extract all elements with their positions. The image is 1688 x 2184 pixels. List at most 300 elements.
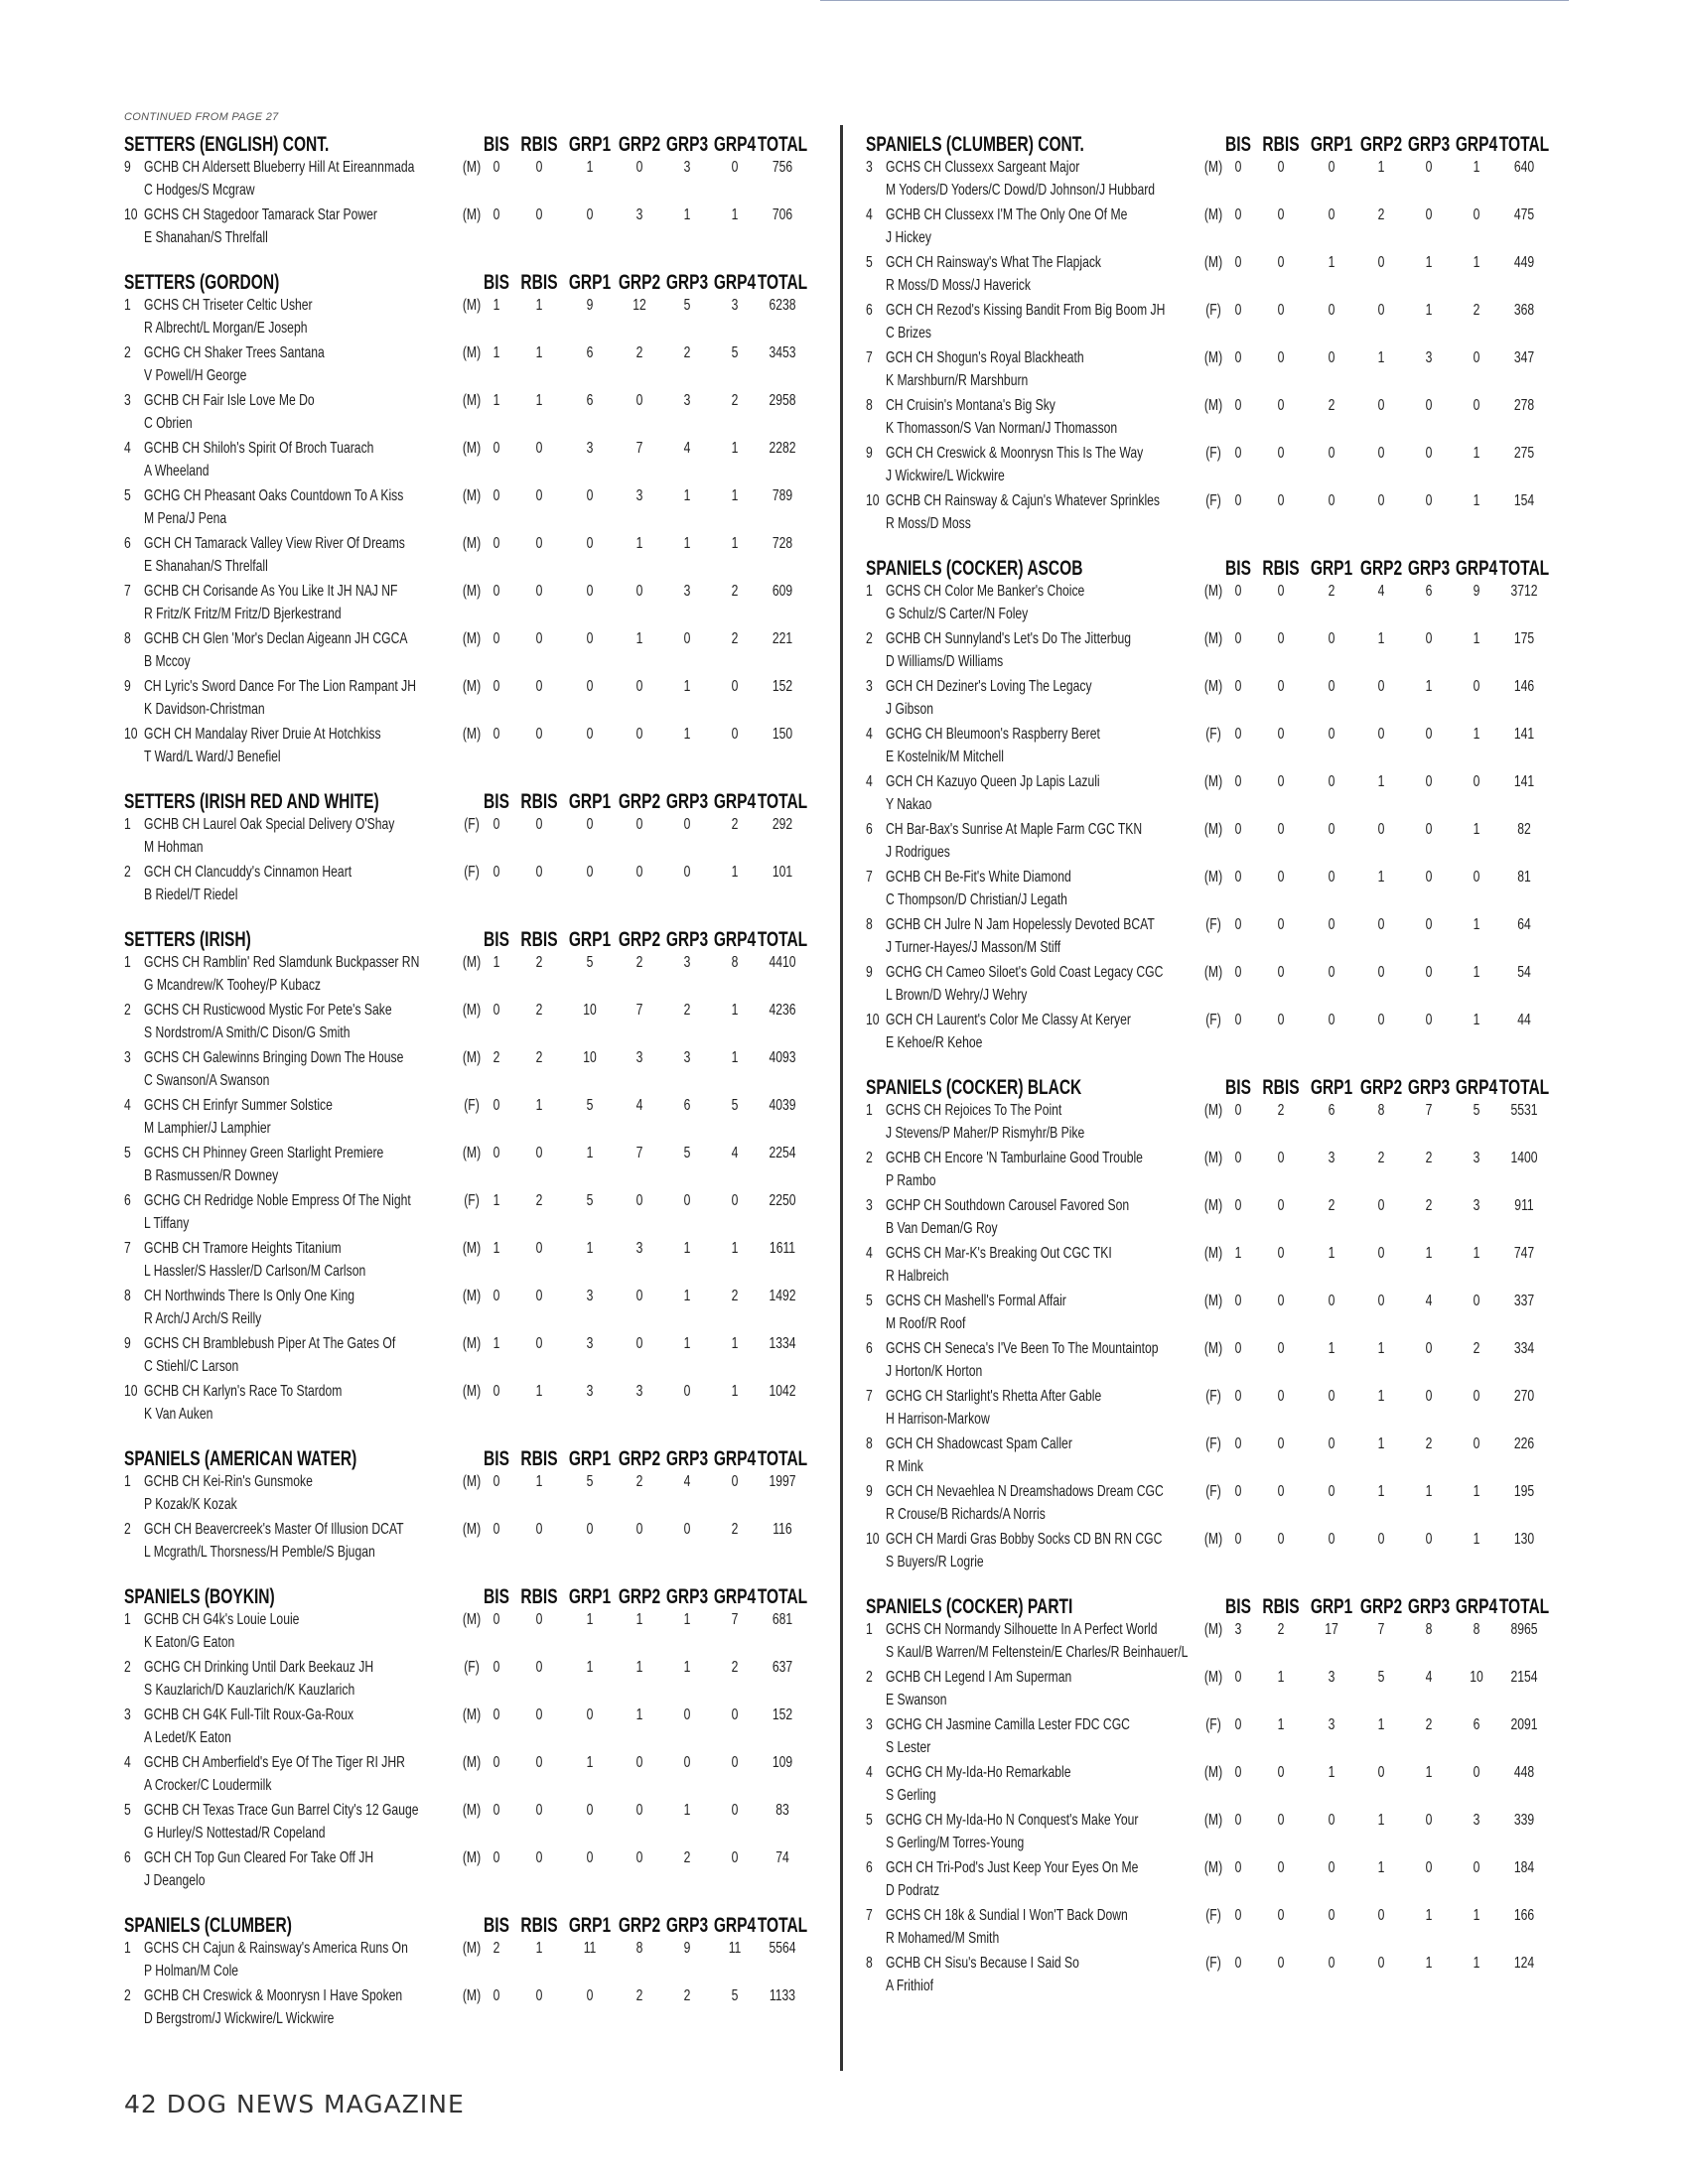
stat-grp4: 2	[731, 583, 739, 600]
stat-rbis: 0	[1277, 1293, 1285, 1309]
dog-sex: (M)	[462, 1049, 482, 1066]
dog-name: GCH CH Shadowcast Spam Caller	[886, 1435, 1072, 1452]
stat-grp3: 2	[1425, 1150, 1433, 1166]
entry-rank: 7	[866, 349, 873, 366]
dog-sex: (F)	[1205, 1435, 1221, 1452]
stat-total: 150	[772, 726, 793, 743]
stat-grp2: 0	[635, 1802, 643, 1819]
dog-sex: (M)	[462, 1002, 482, 1019]
stat-grp1: 0	[586, 1849, 594, 1866]
dog-sex: (M)	[462, 344, 482, 361]
stat-bis: 0	[492, 1611, 500, 1628]
stat-grp3: 3	[683, 159, 691, 176]
entry-rank: 7	[866, 869, 873, 886]
dog-name: GCHS CH Bramblebush Piper At The Gates Of	[144, 1335, 396, 1352]
column-header-bis: BIS	[1225, 133, 1251, 156]
stat-rbis: 0	[535, 1145, 543, 1161]
dog-entry	[124, 581, 819, 628]
stat-grp3: 1	[683, 487, 691, 504]
stat-grp4: 2	[731, 1288, 739, 1304]
stat-grp2: 1	[1377, 1859, 1385, 1876]
dog-entry	[124, 1238, 819, 1286]
stat-grp3: 1	[1425, 254, 1433, 271]
stat-grp3: 0	[683, 1383, 691, 1400]
stat-grp2: 7	[635, 1145, 643, 1161]
dog-name: GCHB CH Karlyn's Race To Stardom	[144, 1383, 343, 1400]
entry-rank: 6	[124, 535, 131, 552]
stat-grp2: 0	[1377, 1907, 1385, 1924]
stat-grp3: 4	[1425, 1669, 1433, 1686]
stat-bis: 0	[1234, 1716, 1242, 1733]
column-header-grp4: GRP4	[713, 271, 757, 294]
column-header-grp2: GRP2	[1359, 1076, 1403, 1099]
stat-bis: 0	[492, 1802, 500, 1819]
owner-names: L Mcgrath/L Thorsness/H Pemble/S Bjugan	[144, 1544, 375, 1561]
stat-total: 184	[1513, 1859, 1535, 1876]
stat-grp2: 2	[635, 1987, 643, 2004]
entry-rank: 7	[866, 1907, 873, 1924]
stat-rbis: 2	[1277, 1102, 1285, 1119]
dog-name: GCHG CH Cameo Siloet's Gold Coast Legacy CGC	[886, 964, 1164, 981]
dog-name: GCHG CH Bleumoon's Raspberry Beret	[886, 726, 1100, 743]
stat-grp4: 0	[1473, 206, 1480, 223]
entry-rank: 6	[866, 1859, 873, 1876]
owner-names: R Mohamed/M Smith	[886, 1930, 1000, 1947]
owner-names: J Wickwire/L Wickwire	[886, 468, 1005, 484]
entry-rank: 8	[866, 1955, 873, 1972]
stat-grp3: 0	[1425, 869, 1433, 886]
entry-rank: 4	[866, 206, 873, 223]
owner-names: H Harrison-Markow	[886, 1411, 990, 1428]
entry-rank: 5	[866, 1293, 873, 1309]
stat-rbis: 0	[1277, 1483, 1285, 1500]
stat-bis: 1	[492, 1335, 500, 1352]
entry-rank: 9	[866, 1483, 873, 1500]
stat-grp4: 2	[1473, 1340, 1480, 1357]
stat-grp1: 0	[586, 726, 594, 743]
stat-total: 2282	[769, 440, 796, 457]
column-header-bis: BIS	[484, 1585, 509, 1608]
dog-name: CH Bar-Bax's Sunrise At Maple Farm CGC TKN	[886, 821, 1143, 838]
dog-sex: (M)	[1203, 1669, 1223, 1686]
stat-grp4: 3	[731, 297, 739, 314]
column-header-grp1: GRP1	[1310, 1595, 1353, 1618]
stat-grp4: 1	[1473, 1012, 1480, 1028]
owner-names: P Kozak/K Kozak	[144, 1496, 237, 1513]
stat-grp3: 9	[683, 1940, 691, 1957]
column-header-total: TOTAL	[757, 790, 808, 813]
column-header-grp4: GRP4	[713, 1447, 757, 1470]
stat-total: 81	[1517, 869, 1531, 886]
stat-bis: 0	[492, 487, 500, 504]
owner-names: J Turner-Hayes/J Masson/M Stiff	[886, 939, 1061, 956]
dog-sex: (M)	[462, 535, 482, 552]
stat-rbis: 0	[535, 206, 543, 223]
stat-total: 221	[772, 630, 793, 647]
stat-grp4: 5	[1473, 1102, 1480, 1119]
stat-grp1: 0	[1328, 773, 1336, 790]
dog-entry	[124, 1847, 819, 1895]
stat-rbis: 0	[1277, 1150, 1285, 1166]
dog-sex: (M)	[1203, 1340, 1223, 1357]
column-header-grp1: GRP1	[1310, 1076, 1353, 1099]
dog-sex: (M)	[462, 1754, 482, 1771]
stat-grp4: 2	[1473, 302, 1480, 319]
continued-note: CONTINUED FROM PAGE 27	[124, 111, 279, 123]
entry-rank: 2	[866, 1150, 873, 1166]
dog-sex: (M)	[1203, 397, 1223, 414]
column-header-total: TOTAL	[757, 1914, 808, 1937]
stat-total: 4039	[769, 1097, 796, 1114]
dog-sex: (M)	[1203, 1197, 1223, 1214]
stat-grp3: 0	[683, 1521, 691, 1538]
dog-name: GCH CH Mandalay River Druie At Hotchkiss	[144, 726, 381, 743]
column-header-grp3: GRP3	[665, 1585, 709, 1608]
dog-name: GCH CH Mardi Gras Bobby Socks CD BN RN CGC	[886, 1531, 1163, 1548]
stat-grp2: 0	[1377, 1764, 1385, 1781]
dog-entry	[866, 867, 1561, 914]
stat-grp4: 1	[1473, 630, 1480, 647]
stat-grp4: 5	[731, 1987, 739, 2004]
dog-name: GCHG CH Starlight's Rhetta After Gable	[886, 1388, 1102, 1405]
stat-bis: 0	[1234, 1907, 1242, 1924]
stat-grp2: 0	[1377, 821, 1385, 838]
stat-total: 5564	[769, 1940, 796, 1957]
stat-total: 2091	[1510, 1716, 1538, 1733]
stat-grp4: 1	[1473, 1955, 1480, 1972]
stat-rbis: 0	[535, 1706, 543, 1723]
dog-name: GCHB CH Amberfield's Eye Of The Tiger RI JHR	[144, 1754, 405, 1771]
stat-grp2: 1	[1377, 869, 1385, 886]
stat-grp1: 2	[1328, 1197, 1336, 1214]
entry-rank: 10	[124, 206, 138, 223]
dog-name: GCHS CH 18k & Sundial I Won'T Back Down	[886, 1907, 1128, 1924]
entry-rank: 2	[866, 630, 873, 647]
stat-rbis: 0	[1277, 964, 1285, 981]
dog-entry	[124, 862, 819, 909]
owner-names: G Hurley/S Nottestad/R Copeland	[144, 1825, 326, 1842]
dog-sex: (M)	[462, 1240, 482, 1257]
owner-names: S Lester	[886, 1739, 931, 1756]
stat-grp1: 2	[1328, 583, 1336, 600]
dog-entry	[124, 438, 819, 485]
stat-bis: 0	[1234, 1531, 1242, 1548]
section-title: SPANIELS (CLUMBER)	[124, 1914, 292, 1937]
column-header-total: TOTAL	[1498, 1076, 1550, 1099]
stat-grp3: 0	[1425, 821, 1433, 838]
stat-grp2: 0	[1377, 445, 1385, 462]
stat-bis: 0	[1234, 349, 1242, 366]
stat-grp1: 1	[586, 1611, 594, 1628]
owner-names: R Arch/J Arch/S Reilly	[144, 1310, 262, 1327]
stat-rbis: 0	[535, 1659, 543, 1676]
dog-sex: (F)	[1205, 1716, 1221, 1733]
section-title: SPANIELS (BOYKIN)	[124, 1585, 275, 1608]
stat-grp2: 4	[1377, 583, 1385, 600]
stat-total: 449	[1513, 254, 1535, 271]
stat-grp2: 1	[1377, 1388, 1385, 1405]
column-header-rbis: RBIS	[520, 1585, 558, 1608]
stat-bis: 0	[492, 440, 500, 457]
dog-name: GCHB CH Corisande As You Like It JH NAJ NF	[144, 583, 398, 600]
stat-grp3: 1	[683, 1240, 691, 1257]
stat-grp2: 1	[635, 1611, 643, 1628]
entry-rank: 5	[866, 1812, 873, 1829]
stat-grp2: 0	[635, 864, 643, 881]
owner-names: C Brizes	[886, 325, 931, 341]
stat-grp1: 0	[1328, 1955, 1336, 1972]
right-column	[866, 131, 1561, 2017]
entry-rank: 6	[866, 1340, 873, 1357]
stat-grp1: 0	[1328, 821, 1336, 838]
stat-grp3: 1	[683, 1802, 691, 1819]
dog-entry	[124, 342, 819, 390]
stat-grp1: 0	[1328, 492, 1336, 509]
standings-section	[866, 555, 1561, 1057]
stat-grp4: 1	[1473, 254, 1480, 271]
stat-grp3: 0	[1425, 1812, 1433, 1829]
stat-grp4: 0	[731, 1754, 739, 1771]
stat-bis: 0	[492, 1706, 500, 1723]
stat-rbis: 0	[1277, 1245, 1285, 1262]
column-header-grp3: GRP3	[665, 1914, 709, 1937]
stat-grp4: 5	[731, 1097, 739, 1114]
column-header-grp1: GRP1	[568, 928, 612, 951]
stat-total: 1133	[769, 1987, 796, 2004]
stat-rbis: 1	[535, 1097, 543, 1114]
stat-grp4: 0	[1473, 1435, 1480, 1452]
entry-rank: 6	[866, 302, 873, 319]
owner-names: R Crouse/B Richards/A Norris	[886, 1506, 1046, 1523]
stat-bis: 0	[1234, 1955, 1242, 1972]
column-header-total: TOTAL	[757, 1585, 808, 1608]
stat-grp2: 1	[635, 535, 643, 552]
owner-names: B Mccoy	[144, 653, 191, 670]
stat-grp3: 0	[683, 1754, 691, 1771]
dog-name: GCHS CH Erinfyr Summer Solstice	[144, 1097, 333, 1114]
stat-total: 124	[1513, 1955, 1535, 1972]
entry-rank: 4	[866, 773, 873, 790]
stat-grp1: 0	[1328, 302, 1336, 319]
column-header-grp3: GRP3	[665, 271, 709, 294]
stat-grp1: 10	[583, 1002, 597, 1019]
stat-grp1: 1	[1328, 1764, 1336, 1781]
standings-section	[866, 1593, 1561, 2000]
stat-grp4: 2	[731, 1521, 739, 1538]
stat-grp3: 1	[1425, 1955, 1433, 1972]
stat-grp3: 0	[683, 1706, 691, 1723]
owner-names: K Davidson-Christman	[144, 701, 265, 718]
stat-grp2: 2	[1377, 1150, 1385, 1166]
dog-name: GCHS CH Ramblin' Red Slamdunk Buckpasser RN	[144, 954, 420, 971]
owner-names: S Nordstrom/A Smith/C Dison/G Smith	[144, 1024, 351, 1041]
stat-grp1: 3	[586, 1288, 594, 1304]
entry-rank: 1	[124, 1473, 131, 1490]
column-header-grp2: GRP2	[1359, 557, 1403, 580]
entry-rank: 4	[124, 1097, 131, 1114]
column-header-grp4: GRP4	[1455, 133, 1498, 156]
entry-rank: 7	[866, 1388, 873, 1405]
stat-grp1: 0	[1328, 206, 1336, 223]
stat-total: 637	[772, 1659, 793, 1676]
dog-name: GCH CH Top Gun Cleared For Take Off JH	[144, 1849, 374, 1866]
dog-entry	[124, 1286, 819, 1333]
dog-entry	[124, 1143, 819, 1190]
column-header-grp2: GRP2	[1359, 133, 1403, 156]
stat-grp2: 1	[1377, 1435, 1385, 1452]
dog-sex: (F)	[1205, 726, 1221, 743]
stat-grp4: 0	[1473, 869, 1480, 886]
stat-total: 368	[1513, 302, 1535, 319]
owner-names: K Van Auken	[144, 1406, 213, 1423]
stat-grp4: 1	[731, 1049, 739, 1066]
stat-grp1: 6	[586, 344, 594, 361]
stat-grp3: 6	[1425, 583, 1433, 600]
stat-rbis: 0	[1277, 349, 1285, 366]
dog-sex: (M)	[462, 159, 482, 176]
stat-grp2: 0	[1377, 678, 1385, 695]
column-header-bis: BIS	[484, 790, 509, 813]
dog-name: GCH CH Rezod's Kissing Bandit From Big Boom JH	[886, 302, 1166, 319]
stat-bis: 0	[492, 206, 500, 223]
stat-rbis: 1	[535, 1383, 543, 1400]
stat-grp2: 0	[635, 1335, 643, 1352]
stat-grp2: 1	[1377, 773, 1385, 790]
owner-names: J Gibson	[886, 701, 933, 718]
stat-grp1: 0	[1328, 159, 1336, 176]
owner-names: L Hassler/S Hassler/D Carlson/M Carlson	[144, 1263, 366, 1280]
entry-rank: 1	[866, 1102, 873, 1119]
owner-names: B Riedel/T Riedel	[144, 887, 238, 903]
entry-rank: 8	[866, 916, 873, 933]
stat-grp2: 7	[1377, 1621, 1385, 1638]
stat-grp2: 8	[1377, 1102, 1385, 1119]
stat-grp2: 1	[1377, 1716, 1385, 1733]
stat-grp4: 0	[731, 1192, 739, 1209]
stat-total: 2958	[769, 392, 796, 409]
column-header-grp4: GRP4	[1455, 1595, 1498, 1618]
stat-total: 1334	[769, 1335, 796, 1352]
stat-total: 275	[1513, 445, 1535, 462]
stat-bis: 0	[492, 1383, 500, 1400]
dog-entry	[866, 1148, 1561, 1195]
standings-section	[124, 1912, 819, 2033]
dog-sex: (M)	[462, 1473, 482, 1490]
stat-grp1: 6	[586, 392, 594, 409]
standings-section	[124, 1445, 819, 1567]
column-header-grp4: GRP4	[1455, 557, 1498, 580]
stat-total: 911	[1514, 1197, 1534, 1214]
stat-rbis: 0	[535, 1849, 543, 1866]
stat-rbis: 2	[535, 1002, 543, 1019]
column-header-grp4: GRP4	[1455, 1076, 1498, 1099]
entry-rank: 9	[124, 678, 131, 695]
dog-sex: (M)	[1203, 773, 1223, 790]
stat-grp1: 1	[586, 1659, 594, 1676]
dog-name: GCH CH Tamarack Valley View River Of Dreams	[144, 535, 405, 552]
dog-name: GCHB CH Be-Fit's White Diamond	[886, 869, 1071, 886]
stat-grp4: 1	[1473, 445, 1480, 462]
stat-grp4: 1	[1473, 159, 1480, 176]
section-header	[124, 269, 819, 295]
stat-bis: 1	[492, 297, 500, 314]
dog-name: GCHS CH Cajun & Rainsway's America Runs On	[144, 1940, 408, 1957]
stat-total: 339	[1513, 1812, 1535, 1829]
stat-rbis: 0	[535, 726, 543, 743]
entry-rank: 10	[866, 1012, 880, 1028]
stat-total: 681	[772, 1611, 793, 1628]
stat-rbis: 1	[535, 1940, 543, 1957]
stat-grp4: 5	[731, 344, 739, 361]
stat-grp1: 6	[1328, 1102, 1336, 1119]
column-header-grp3: GRP3	[665, 1447, 709, 1470]
owner-names: V Powell/H George	[144, 367, 247, 384]
owner-names: P Rambo	[886, 1172, 936, 1189]
entry-rank: 1	[124, 954, 131, 971]
stat-rbis: 0	[1277, 159, 1285, 176]
stat-rbis: 0	[535, 1335, 543, 1352]
dog-name: GCH CH Kazuyo Queen Jp Lapis Lazuli	[886, 773, 1100, 790]
stat-total: 44	[1517, 1012, 1531, 1028]
dog-name: GCHB CH Shiloh's Spirit Of Broch Tuarach	[144, 440, 374, 457]
owner-names: D Bergstrom/J Wickwire/L Wickwire	[144, 2010, 335, 2027]
dog-name: GCHS CH Phinney Green Starlight Premiere	[144, 1145, 384, 1161]
stat-total: 609	[772, 583, 793, 600]
dog-entry	[124, 1752, 819, 1800]
stat-total: 3712	[1510, 583, 1538, 600]
dog-entry	[124, 205, 819, 252]
stat-grp3: 6	[683, 1097, 691, 1114]
stat-grp4: 1	[731, 1002, 739, 1019]
stat-rbis: 0	[535, 678, 543, 695]
dog-sex: (M)	[462, 1521, 482, 1538]
owner-names: A Frithiof	[886, 1978, 933, 1994]
stat-rbis: 2	[535, 1049, 543, 1066]
stat-grp4: 1	[1473, 916, 1480, 933]
dog-name: CH Lyric's Sword Dance For The Lion Rampant JH	[144, 678, 417, 695]
entry-rank: 9	[124, 1335, 131, 1352]
dog-sex: (M)	[462, 206, 482, 223]
section-title: SPANIELS (AMERICAN WATER)	[124, 1447, 357, 1470]
stat-bis: 0	[1234, 726, 1242, 743]
stat-grp3: 2	[683, 1987, 691, 2004]
stat-grp2: 7	[635, 440, 643, 457]
dog-sex: (F)	[1205, 1483, 1221, 1500]
dog-name: GCHG CH Redridge Noble Empress Of The Night	[144, 1192, 411, 1209]
dog-sex: (F)	[1205, 1012, 1221, 1028]
stat-bis: 0	[1234, 1150, 1242, 1166]
stat-grp2: 0	[1377, 1012, 1385, 1028]
dog-entry	[124, 1381, 819, 1429]
stat-grp2: 2	[635, 344, 643, 361]
stat-grp1: 3	[586, 440, 594, 457]
dog-sex: (M)	[462, 954, 482, 971]
stat-grp3: 5	[683, 1145, 691, 1161]
stat-grp3: 1	[1425, 1245, 1433, 1262]
dog-entry	[866, 1433, 1561, 1481]
stat-grp2: 0	[1377, 397, 1385, 414]
entry-rank: 4	[124, 440, 131, 457]
stat-grp1: 3	[1328, 1669, 1336, 1686]
stat-grp3: 0	[1425, 1388, 1433, 1405]
stat-total: 146	[1513, 678, 1535, 695]
stat-total: 1400	[1510, 1150, 1538, 1166]
dog-sex: (M)	[1203, 964, 1223, 981]
stat-grp3: 3	[683, 954, 691, 971]
entry-rank: 2	[124, 1521, 131, 1538]
owner-names: M Hohman	[144, 839, 204, 856]
stat-rbis: 0	[535, 630, 543, 647]
